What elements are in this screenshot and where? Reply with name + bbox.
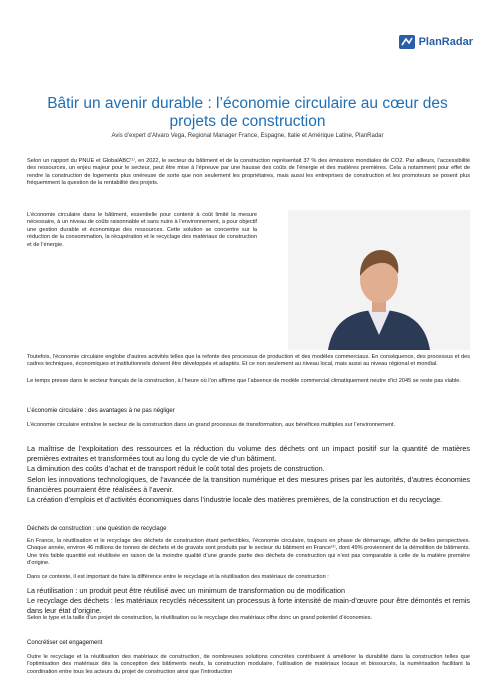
time-pressure-paragraph: Le temps presse dans le secteur français de la construction, à l’heure où l’on affirme que l’absence de modèle commercial climatiquement neutre d’ici 2045 se reste pas viable.: [27, 378, 461, 384]
definitions-list: [27, 586, 470, 617]
definition-item: Le recyclage des déchets : les matériaux recyclés nécessitent un processus à forte intensité de main-d’œuvre pour être démontés et remis dans leur état d’origine.: [27, 596, 470, 616]
author-portrait-photo: [288, 210, 470, 350]
advantages-heading: L’économie circulaire : des avantages à ne pas négliger: [27, 408, 175, 414]
brand-name: PlanRadar: [418, 36, 473, 48]
engagement-paragraph: Outre le recyclage et la réutilisation des matériaux de construction, de nombreuses solutions concrètes contribuent à améliorer la durabilité dans la construction telles que l’optimisation des matériaux dès la conception des bâtiments neufs, la construction modulaire, l’utilisation de matériaux locaux et biosourcés, la numérisation facilitant la coordination entre tous les acteurs du projet de construction ainsi que l’introduction: [27, 654, 470, 675]
advantage-item: La maîtrise de l’exploitation des ressources et la réduction du volume des déchets ont un impact positif sur la quantité de matières premières extraites et transformées tout au long du cycle de vie d’un bâtiment.: [27, 444, 470, 464]
planradar-logo-icon: [399, 35, 415, 49]
advantages-intro: L’économie circulaire entraîne le secteur de la construction dans un grand processus de transformation, aux bénéfices multiples sur l’environnement.: [27, 422, 396, 428]
waste-heading: Déchets de construction : une question de recyclage: [27, 526, 167, 532]
advantage-item: Selon les innovations technologiques, de l’avancée de la transition numérique et des mesures prises par les autorités, d’autres économies financières pourraient être réalisées à l’avenir.: [27, 474, 470, 494]
advantage-item: La diminution des coûts d’achat et de transport réduit le coût total des projets de construction.: [27, 464, 325, 474]
planradar-logo: [399, 35, 473, 49]
intro-paragraph: Selon un rapport du PNUE et GlobalABC⁽¹⁾, en 2022, le secteur du bâtiment et de la construction représentait 37 % des émissions mondiales de CO2. Par ailleurs, l’accessibilité des ressources, un enjeu majeur pour le secteur, peut être mise à l’épreuve par une hausse des coûts de l’énergie et des matières premières. Cela a notamment pour effet de rendre la construction de logements plus onéreuse de sorte que non seulement les propriétaires, mais aussi les entreprises de construction et les promoteurs se posent plus fréquemment la question de la rentabilité des projets.: [27, 158, 470, 187]
advantage-item: La création d’emplois et d’activités économiques dans l’industrie locale des matières premières, de la construction et du recyclage.: [27, 495, 443, 505]
circular-definition-paragraph: L’économie circulaire dans le bâtiment, essentielle pour contenir à coût limité la mesure nécessaire, à un niveau de coûts raisonnable et sans nuire à l’environnement, a pour objectif une gestion durable et économique des ressources. Cette solution se concentre sur la réduction de la consommation, la récupération et le recyclage des matériaux de construction et de l’énergie.: [27, 212, 257, 248]
choice-paragraph: Selon le type et la taille d’un projet de construction, la réutilisation ou le recyclage des matériaux offre donc un grand potentiel d’économies.: [27, 615, 373, 621]
broader-scope-paragraph: Toutefois, l’économie circulaire englobe d’autres activités telles que la refonte des processus de production et des modèles commerciaux. En conséquence, des processus et des cadres techniques, économiques et institutionnels doivent être développés et adaptés. Et ce non seulement au niveau local, mais aussi au niveau régional et mondial.: [27, 354, 470, 368]
waste-paragraph: En France, la réutilisation et le recyclage des déchets de construction étant perfectibles, l’économie circulaire, toujours en phase de démarrage, affiche de belles perspectives. Chaque année, environ 46 millions de tonnes de déchets et de gravats sont produits par le secteur du bâtiment en France⁽²⁾, dont 49% proviennent de la démolition de bâtiments. Une très faible quantité est réutilisée en raison de la moindre qualité d’une grande partie des déchets de construction qui n’est pas comparable à celle de la matière première d’origine.: [27, 538, 470, 567]
article-subtitle: Avis d’expert d’Alvaro Vega, Regional Manager France, Espagne, Italie et Amérique Latine, PlanRadar: [111, 133, 384, 139]
engagement-heading: Concrétiser cet engagement: [27, 640, 103, 646]
advantages-list: [27, 444, 470, 505]
distinction-paragraph: Dans ce contexte, il est important de faire la différence entre le recyclage et la réutilisation des matériaux de construction :: [27, 574, 329, 580]
definition-item: La réutilisation : un produit peut être réutilisé avec un minimum de transformation ou de modification: [27, 586, 346, 595]
article-title: Bâtir un avenir durable : l’économie circulaire au cœur des projets de construction: [47, 95, 448, 130]
